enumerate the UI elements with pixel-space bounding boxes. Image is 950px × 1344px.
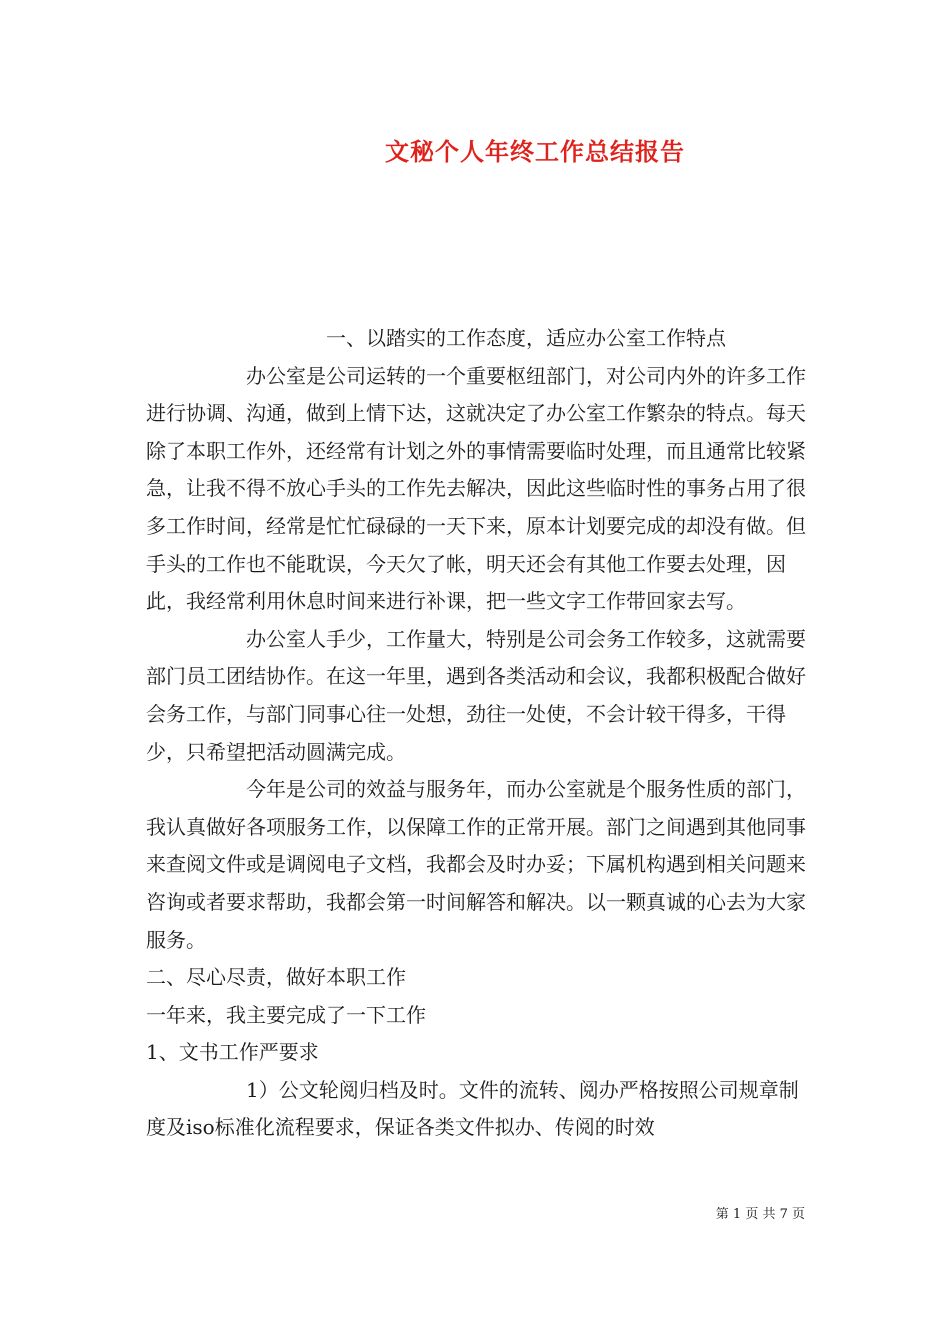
item-1-heading: 1、文书工作严要求 bbox=[146, 1040, 319, 1065]
paragraph-4: 一年来，我主要完成了一下工作 bbox=[146, 1002, 426, 1027]
section-1-heading: 一、以踏实的工作态度，适应办公室工作特点 bbox=[326, 326, 726, 350]
section-2-heading: 二、尽心尽责，做好本职工作 bbox=[146, 965, 406, 990]
paragraph-1: 办公室是公司运转的一个重要枢纽部门，对公司内外的许多工作进行协调、沟通，做到上情下达，这就决定了办公室工作繁杂的特点。每天除了本职工作外，还经常有计划之外的事情需要临时处理，而且通常比较紧急，让我不得不放心手头的工作先去解决，因此这些临时性的事务占用了很多工作时间，经常是忙忙碌碌的一天下来，原本计划要完成的却没有做。但手头的工作也不能耽误，今天欠了帐，明天还会有其他工作要去处理，因此，我经常利用休息时间来进行补课，把一些文字工作带回家去写。 bbox=[146, 363, 806, 614]
document-body bbox=[146, 320, 806, 1147]
paragraph-2: 办公室人手少，工作量大，特别是公司会务工作较多，这就需要部门员工团结协作。在这一年里，遇到各类活动和会议，我都积极配合做好会务工作，与部门同事心往一处想，劲往一处使，不会计较干得多，干得少，只希望把活动圆满完成。 bbox=[146, 626, 806, 764]
paragraph-3: 今年是公司的效益与服务年，而办公室就是个服务性质的部门，我认真做好各项服务工作，以保障工作的正常开展。部门之间遇到其他同事来查阅文件或是调阅电子文档，我都会及时办妥；下属机构遇到相关问题来咨询或者要求帮助，我都会第一时间解答和解决。以一颗真诚的心去为大家服务。 bbox=[146, 777, 806, 952]
page-footer: 第 1 页 共 7 页 bbox=[715, 1207, 805, 1222]
paragraph-5: 1）公文轮阅归档及时。文件的流转、阅办严格按照公司规章制度及iso标准化流程要求，保证各类文件拟办、传阅的时效 bbox=[146, 1077, 799, 1140]
document-title: 文秘个人年终工作总结报告 bbox=[385, 137, 685, 166]
